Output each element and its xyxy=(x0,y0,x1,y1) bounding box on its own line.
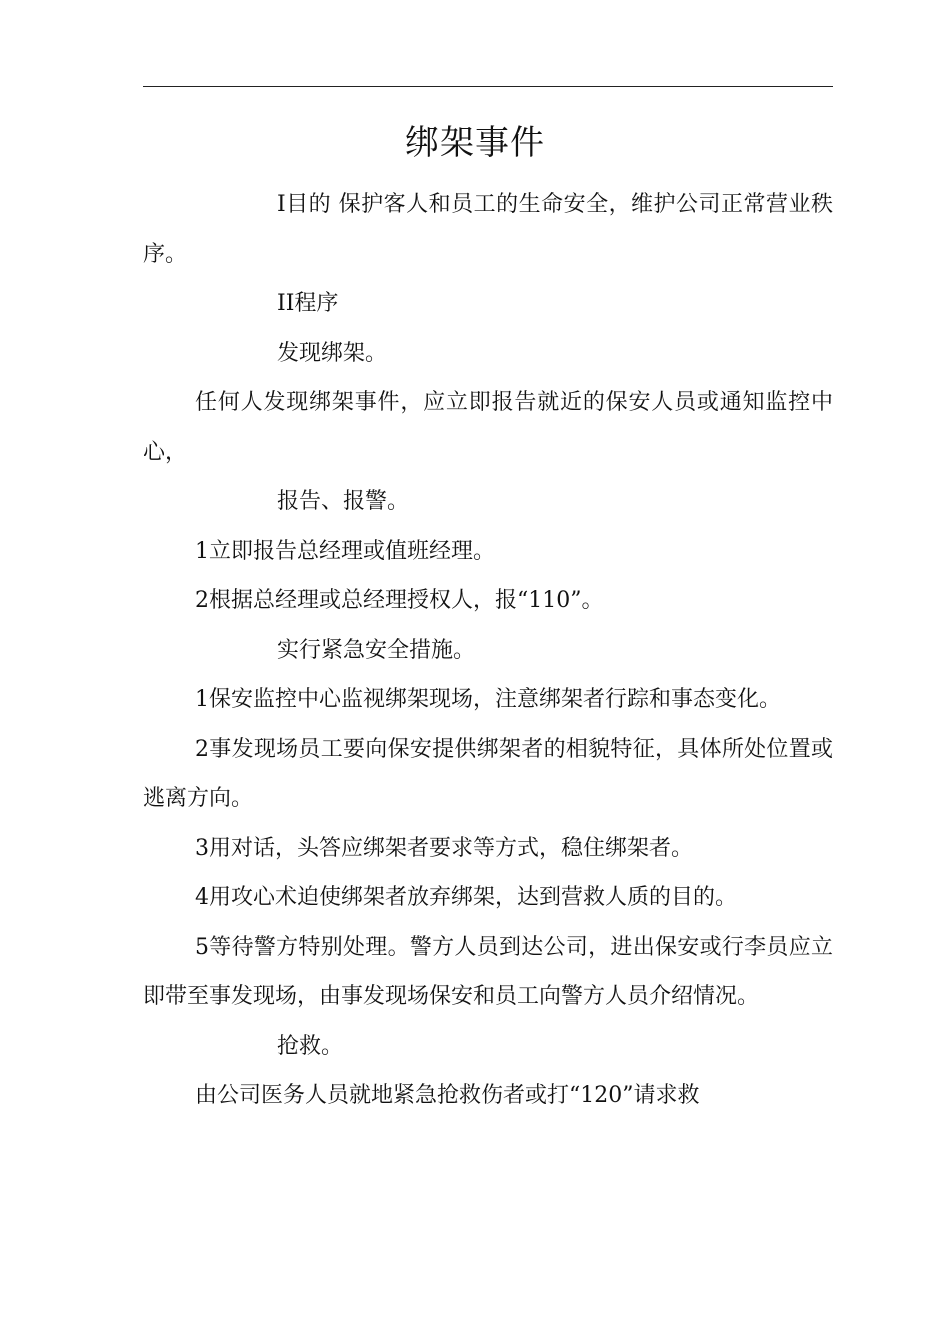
paragraph-report-heading: 报告、报警。 xyxy=(277,489,410,514)
paragraph-measures-item-5: 5等待警方特别处理。警方人员到达公司，进出保安或行李员应立即带至事发现场，由事发现场保安和员工向警方人员介绍情况。 xyxy=(143,934,833,1009)
paragraph-discover-heading: 发现绑架。 xyxy=(277,340,388,366)
paragraph-procedure-heading: II程序 xyxy=(277,291,339,316)
document-title: 绑架事件 xyxy=(405,123,545,163)
paragraph-measures-item-1: 1保安监控中心监视绑架现场，注意绑架者行踪和事态变化。 xyxy=(195,687,781,712)
document-body xyxy=(143,180,833,1121)
paragraph-measures-item-4: 4用攻心术迫使绑架者放弃绑架，达到营救人质的目的。 xyxy=(195,885,737,910)
paragraph-report-item-1: 1立即报告总经理或值班经理。 xyxy=(195,538,495,564)
paragraph-measures-item-2: 2事发现场员工要向保安提供绑架者的相貌特征，具体所处位置或逃离方向。 xyxy=(143,736,833,811)
paragraph-discover-body: 任何人发现绑架事件，应立即报告就近的保安人员或通知监控中心， xyxy=(143,390,833,465)
paragraph-measures-heading: 实行紧急安全措施。 xyxy=(277,637,476,663)
header-rule xyxy=(143,86,833,87)
paragraph-rescue-heading: 抢救。 xyxy=(277,1033,344,1059)
paragraph-measures-item-3: 3用对话，头答应绑架者要求等方式，稳住绑架者。 xyxy=(195,835,693,861)
paragraph-purpose: I目的 保护客人和员工的生命安全，维护公司正常营业秩序。 xyxy=(143,192,833,267)
paragraph-report-item-2: 2根据总经理或总经理授权人，报“110”。 xyxy=(195,588,604,613)
paragraph-rescue-body: 由公司医务人员就地紧急抢救伤者或打“120”请求救 xyxy=(195,1083,700,1108)
